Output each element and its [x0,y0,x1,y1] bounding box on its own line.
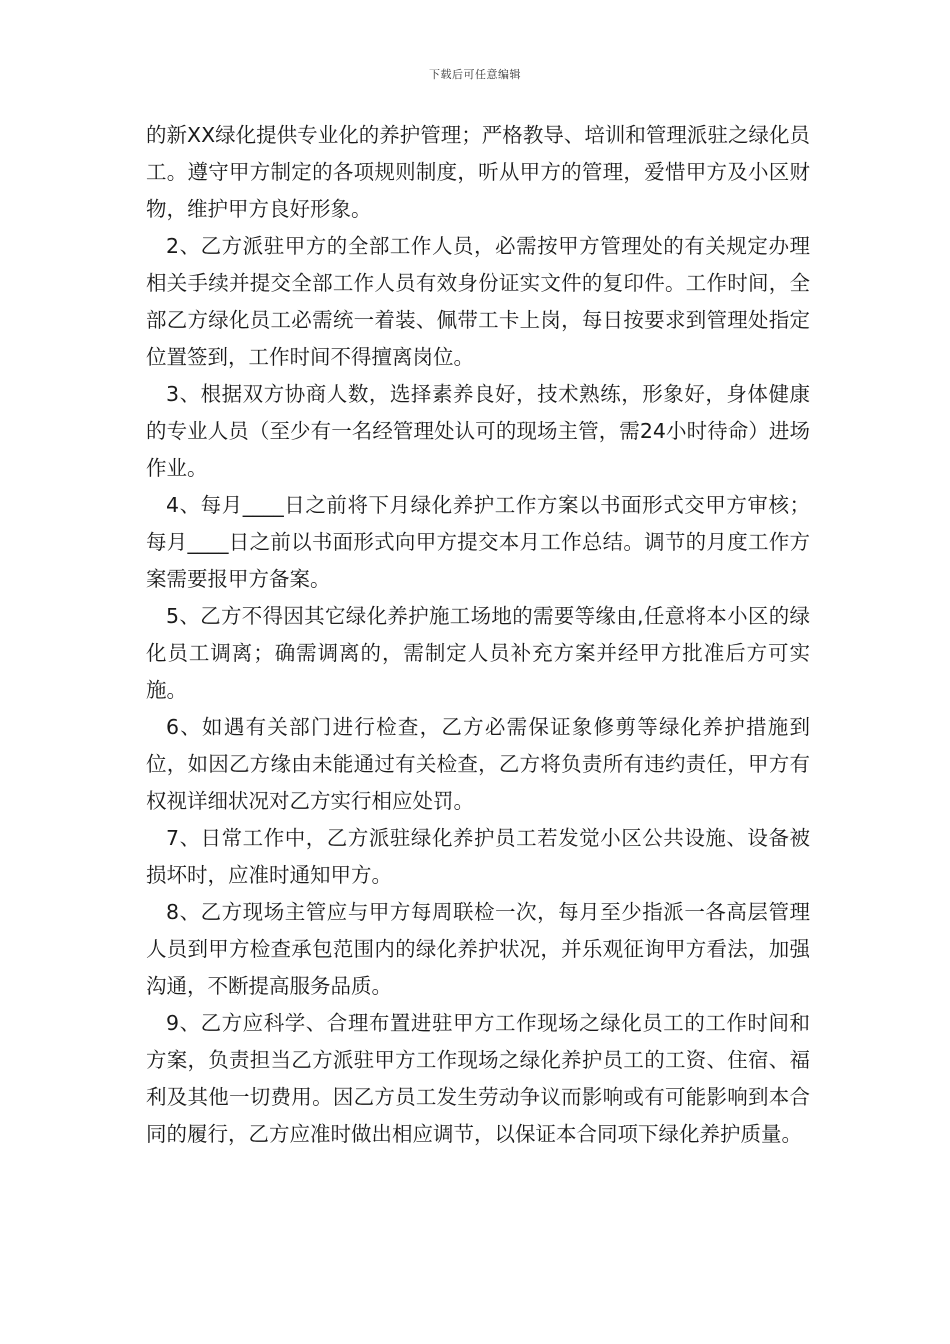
paragraph-clause-4: 4、每月____日之前将下月绿化养护工作方案以书面形式交甲方审核；每月____日之前以书面形式向甲方提交本月工作总结。调节的月度工作方案需要报甲方备案。 [146,493,810,591]
paragraph-clause-8: 8、乙方现场主管应与甲方每周联检一次，每月至少指派一各高层管理人员到甲方检查承包范围内的绿化养护状况，并乐观征询甲方看法，加强沟通，不断提高服务品质。 [146,900,810,998]
paragraph-clause-3: 3、根据双方协商人数，选择素养良好，技术熟练，形象好，身体健康的专业人员（至少有一名经管理处认可的现场主管，需24小时待命）进场作业。 [146,382,810,480]
document-body [146,117,810,1153]
paragraph-clause-6: 6、如遇有关部门进行检查，乙方必需保证象修剪等绿化养护措施到位，如因乙方缘由未能通过有关检查，乙方将负责所有违约责任，甲方有权视详细状况对乙方实行相应处罚。 [146,715,810,813]
paragraph-continuation: 的新XX绿化提供专业化的养护管理；严格教导、培训和管理派驻之绿化员工。遵守甲方制定的各项规则制度，听从甲方的管理，爱惜甲方及小区财物，维护甲方良好形象。 [146,123,810,221]
paragraph-clause-5: 5、乙方不得因其它绿化养护施工场地的需要等缘由,任意将本小区的绿化员工调离；确需调离的，需制定人员补充方案并经甲方批准后方可实施。 [146,604,810,702]
page-header: 下载后可任意编辑 [429,68,521,81]
paragraph-clause-9: 9、乙方应科学、合理布置进驻甲方工作现场之绿化员工的工作时间和方案，负责担当乙方派驻甲方工作现场之绿化养护员工的工资、住宿、福利及其他一切费用。因乙方员工发生劳动争议而影响或有可能影响到本合同的履行，乙方应准时做出相应调节，以保证本合同项下绿化养护质量。 [146,1011,810,1146]
paragraph-clause-7: 7、日常工作中，乙方派驻绿化养护员工若发觉小区公共设施、设备被损坏时，应准时通知甲方。 [146,826,810,887]
paragraph-clause-2: 2、乙方派驻甲方的全部工作人员，必需按甲方管理处的有关规定办理相关手续并提交全部工作人员有效身份证实文件的复印件。工作时间，全部乙方绿化员工必需统一着装、佩带工卡上岗，每日按要求到管理处指定位置签到，工作时间不得擅离岗位。 [146,234,810,369]
